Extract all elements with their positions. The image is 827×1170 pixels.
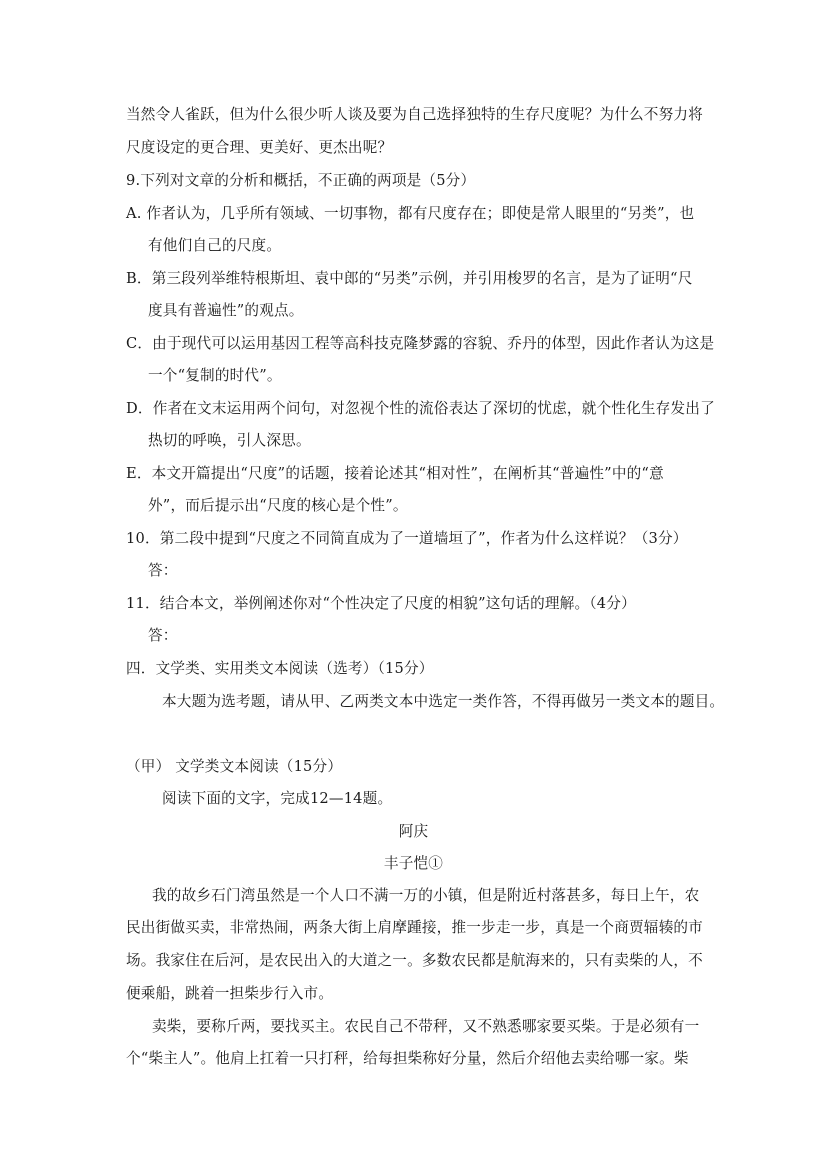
q9-option-e-cont: 外”，而后提示出“尺度的核心是个性”。 [148,497,408,514]
question-11-stem: 11．结合本文，举例阐述你对“个性决定了尺度的相貌”这句话的理解。（4分） [126,595,636,612]
q9-option-e: E．本文开篇提出“尺度”的话题，接着论述其“相对性”，在阐析其“普遍性”中的“意 [126,465,664,482]
question-10-stem: 10．第二段中提到“尺度之不同简直成为了一道墙垣了”，作者为什么这样说？（3分） [126,530,688,547]
passage-line: 尺度设定的更合理、更美好、更杰出呢？ [126,139,393,156]
q9-option-a-cont: 有他们自己的尺度。 [148,237,282,254]
passage-line: 当然令人雀跃，但为什么很少听人谈及要为自己选择独特的生存尺度呢？为什么不努力将 [126,106,703,123]
q9-option-c-cont: 一个“复制的时代”。 [148,367,282,384]
q9-option-b-cont: 度具有普遍性”的观点。 [148,302,304,319]
question-11-answer-label: 答： [148,627,178,644]
article-paragraph-line: 民出街做买卖，非常热闹，两条大街上肩摩踵接，推一步走一步，真是一个商贾辐辏的市 [126,919,703,936]
article-paragraph-line: 个“柴主人”。他肩上扛着一只打秤，给每担柴称好分量，然后介绍他去卖给哪一家。柴 [126,1050,689,1067]
question-9-stem: 9.下列对文章的分析和概括，不正确的两项是（5分） [126,172,476,189]
article-paragraph-line: 场。我家住在后河，是农民出入的大道之一。多数农民都是航海来的，只有卖柴的人，不 [126,952,703,969]
article-author: 丰子恺① [383,855,444,872]
section-4-heading: 四．文学类、实用类文本阅读（选考）（15分） [126,660,434,677]
q9-option-d-cont: 热切的呼唤，引人深思。 [148,432,311,449]
q9-option-a: A. 作者认为，几乎所有领域、一切事物，都有尺度存在；即使是常人眼里的“另类”，也 [126,205,695,222]
q9-option-d: D．作者在文末运用两个问句，对忽视个性的流俗表达了深切的忧虑，就个性化生存发出了 [126,400,715,417]
question-10-answer-label: 答： [148,562,178,579]
part-a-instruction: 阅读下面的文字，完成12—14题。 [162,790,393,807]
section-4-instruction: 本大题为选考题，请从甲、乙两类文本中选定一类作答，不得再做另一类文本的题目。 [162,693,725,710]
part-a-heading: （甲） 文学类文本阅读（15分） [126,758,343,775]
article-paragraph-line: 我的故乡石门湾虽然是一个人口不满一万的小镇，但是附近村落甚多，每日上午，农 [152,887,700,904]
q9-option-b: B．第三段列举维特根斯坦、袁中郎的“另类”示例，并引用梭罗的名言，是为了证明“尺 [126,270,693,287]
article-paragraph-line: 便乘船，跳着一担柴步行入市。 [126,985,334,1002]
q9-option-c: C．由于现代可以运用基因工程等高科技克隆梦露的容貌、乔丹的体型，因此作者认为这是 [126,335,715,352]
article-paragraph-line: 卖柴，要称斤两，要找买主。农民自己不带秤，又不熟悉哪家要买柴。于是必须有一 [152,1018,700,1035]
article-title: 阿庆 [398,823,429,840]
